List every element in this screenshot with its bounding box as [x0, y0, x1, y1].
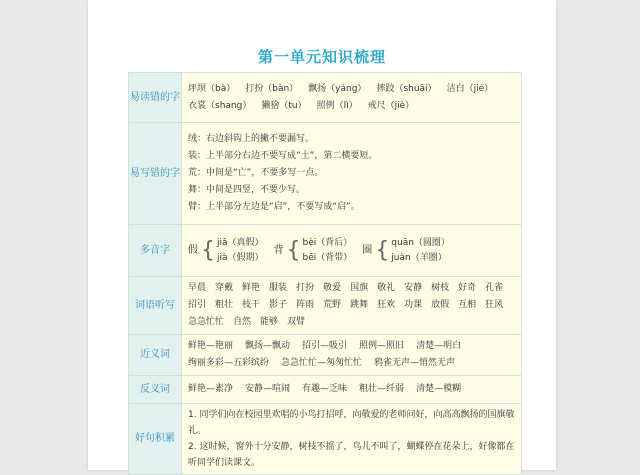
label-poly: 多音字 [129, 225, 182, 277]
syn-pair: 招引—吸引 [302, 341, 348, 351]
dict-word: 狂风 [485, 300, 504, 310]
content-poly [182, 225, 522, 277]
dict-word: 安静 [404, 283, 423, 293]
content-ant [182, 376, 522, 404]
read-item: 戒尺（jiè） [367, 100, 415, 111]
dict-word: 穿戴 [215, 283, 234, 293]
read-item: 照例（lì） [316, 100, 358, 111]
row-write [129, 123, 522, 225]
dict-word: 枝干 [242, 300, 261, 310]
dict-word: 阵雨 [296, 300, 315, 310]
dict-word: 国旗 [350, 283, 369, 293]
dict-word: 敬爱 [323, 283, 342, 293]
write-line: 舞：中间是四竖，不要少写。 [188, 185, 306, 195]
dict-word: 急急忙忙 [188, 317, 225, 327]
dict-word: 跳舞 [350, 300, 369, 310]
poly-reading: quān（圆圈） [391, 237, 450, 248]
knowledge-table [128, 72, 522, 475]
ant-pair: 鲜艳—素净 [188, 384, 234, 394]
poly-reading: bēi（背带） [302, 252, 353, 263]
brace-icon: { [201, 237, 215, 263]
dict-word: 自然 [233, 317, 252, 327]
sentence-line: 2. 这时候，窗外十分安静，树枝不摇了，鸟儿不叫了，蝴蝶停在花朵上，好像都在听同学们读课文。 [188, 442, 515, 468]
row-poly [129, 225, 522, 277]
content-syn [182, 335, 522, 376]
syn-pair: 照例—照旧 [359, 341, 405, 351]
row-sentence [129, 404, 522, 475]
syn-pair: 飘扬—飘动 [245, 341, 291, 351]
label-write: 易写错的字 [129, 123, 182, 225]
dict-word: 孔雀 [485, 283, 504, 293]
label-syn: 近义词 [129, 335, 182, 376]
write-line: 装：上半部分右边不要写成“土”，第二横要短。 [188, 151, 378, 161]
brace-icon: { [375, 237, 390, 263]
content-read [182, 73, 522, 123]
label-read: 易读错的字 [129, 73, 182, 123]
dict-word: 招引 [188, 300, 207, 310]
dict-word: 放假 [431, 300, 450, 310]
dict-word: 鲜艳 [242, 283, 261, 293]
brace-icon: { [286, 237, 301, 263]
poly-group [362, 236, 450, 266]
label-ant: 反义词 [129, 376, 182, 404]
poly-char: 背 [273, 245, 284, 256]
ant-pair: 粗壮—纤弱 [359, 384, 405, 394]
read-item: 洁白（jié） [446, 83, 494, 94]
content-dict [182, 277, 522, 335]
row-ant [129, 376, 522, 404]
poly-reading: juàn（羊圈） [391, 252, 447, 263]
dict-word: 打扮 [296, 283, 315, 293]
poly-char: 圈 [362, 245, 373, 256]
dict-word: 功课 [404, 300, 423, 310]
syn-pair: 鸦雀无声—悄然无声 [374, 358, 456, 368]
read-item: 衣裳（shang） [188, 100, 252, 111]
read-item: 坪坝（bà） [188, 83, 236, 94]
poly-reading: jiǎ（真假） [217, 237, 264, 248]
read-item: 打扮（bàn） [245, 83, 299, 94]
poly-char: 假 [188, 245, 198, 256]
dict-word: 好奇 [458, 283, 477, 293]
dict-word: 双臂 [287, 317, 306, 327]
dict-word: 影子 [269, 300, 288, 310]
dict-word: 服装 [269, 283, 288, 293]
dict-word: 能够 [260, 317, 279, 327]
read-item: 飘扬（yáng） [308, 83, 367, 94]
poly-group [274, 236, 353, 266]
dict-word: 互相 [458, 300, 477, 310]
write-line: 荒：中间是“亡”，不要多写一点。 [188, 168, 324, 178]
write-line: 绒：右边斜钩上的撇不要漏写。 [188, 134, 315, 144]
label-dict: 词语听写 [129, 277, 182, 335]
read-item: 獭猞（tu） [261, 100, 307, 111]
dict-word: 树枝 [431, 283, 450, 293]
ant-pair: 有趣—乏味 [302, 384, 348, 394]
document-page [88, 0, 556, 470]
content-write [182, 123, 522, 225]
row-read [129, 73, 522, 123]
syn-pair: 清楚—明白 [416, 341, 462, 351]
read-item: 摔跤（shuāi） [376, 83, 437, 94]
dict-word: 敬礼 [377, 283, 396, 293]
syn-pair: 绚丽多彩—五彩缤纷 [188, 358, 270, 368]
write-line: 臂：上半部分左边是“启”，不要写成“启”。 [188, 202, 360, 212]
dict-word: 荒野 [323, 300, 342, 310]
sentence-line: 1. 同学们向在校园里欢唱的小鸟打招呼，向敬爱的老师问好，向高高飘扬的国旗敬礼。 [188, 410, 515, 436]
dict-word: 粗壮 [215, 300, 234, 310]
syn-pair: 急急忙忙—匆匆忙忙 [281, 358, 363, 368]
row-dict [129, 277, 522, 335]
syn-pair: 鲜艳—艳丽 [188, 341, 234, 351]
content-sentence [182, 404, 522, 475]
dict-word: 狂欢 [377, 300, 396, 310]
ant-pair: 清楚—模糊 [416, 384, 462, 394]
page-title: 第一单元知识梳理 [257, 48, 386, 66]
poly-reading: jià（假期） [217, 252, 264, 263]
dict-word: 早晨 [188, 283, 207, 293]
ant-pair: 安静—喧闹 [245, 384, 291, 394]
poly-group [188, 236, 264, 266]
row-syn [129, 335, 522, 376]
label-sentence: 好句积累 [129, 404, 182, 475]
poly-reading: bèi（背后） [302, 237, 353, 248]
